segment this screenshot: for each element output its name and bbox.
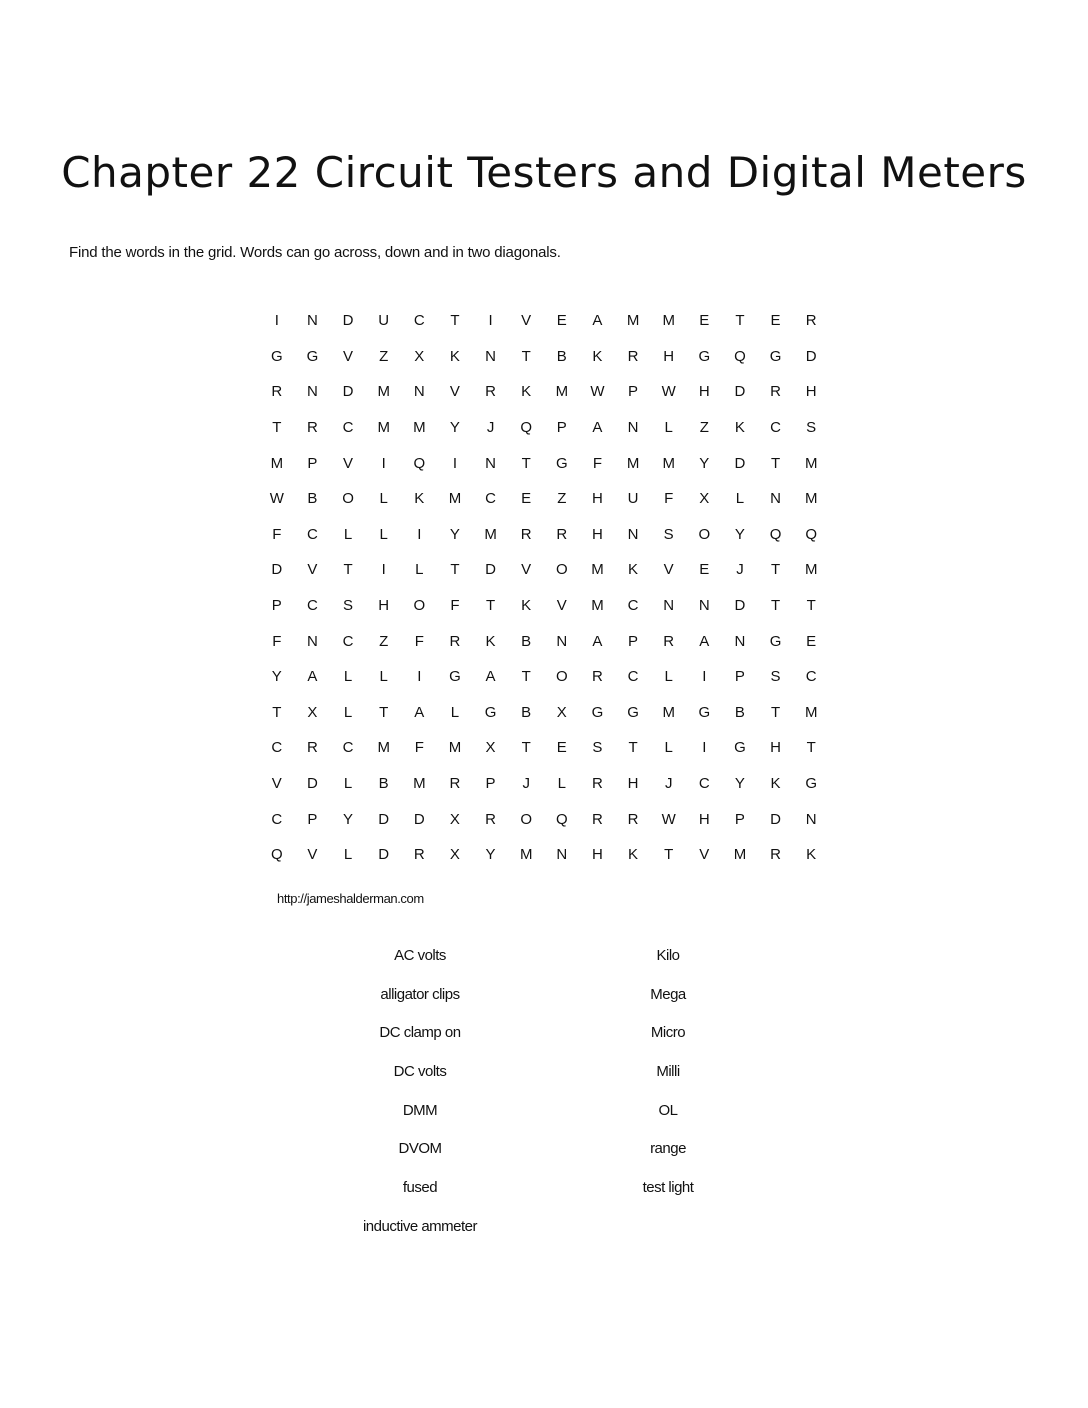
grid-cell: Y [449, 525, 460, 543]
grid-cell: T [628, 739, 638, 757]
grid-cell: R [520, 525, 532, 543]
grid-cell: M [555, 383, 569, 401]
word-list-item: alligator clips [380, 985, 460, 1003]
grid-cell: R [627, 347, 639, 365]
grid-cell: D [734, 597, 746, 615]
grid-cell: O [698, 525, 711, 543]
grid-cell: B [307, 490, 318, 508]
grid-cell: T [450, 312, 460, 330]
page-title: Chapter 22 Circuit Testers and Digital Meters [61, 148, 1027, 197]
grid-cell: J [522, 775, 530, 793]
grid-cell: T [521, 739, 531, 757]
grid-row [259, 517, 829, 553]
grid-cell: G [270, 347, 283, 365]
grid-cell: J [664, 775, 673, 793]
word-list-item: range [650, 1140, 686, 1158]
grid-cell: G [805, 775, 818, 793]
grid-cell: L [379, 490, 388, 508]
grid-cell: V [343, 454, 354, 472]
grid-cell: N [627, 525, 639, 543]
grid-cell: H [592, 490, 603, 508]
grid-row [259, 837, 829, 873]
grid-cell: M [662, 312, 675, 330]
grid-cell: T [664, 846, 674, 864]
grid-cell: N [556, 846, 568, 864]
grid-cell: W [269, 490, 284, 508]
grid-cell: M [804, 561, 818, 579]
word-list-item: Mega [650, 985, 686, 1003]
grid-cell: D [271, 561, 283, 579]
grid-cell: L [450, 703, 460, 721]
grid-cell: C [770, 419, 781, 437]
grid-cell: C [271, 739, 283, 757]
grid-cell: N [307, 632, 318, 650]
word-list-item: test light [642, 1179, 694, 1197]
grid-cell: X [449, 810, 460, 828]
word-list-right [568, 944, 768, 1215]
grid-cell: K [806, 846, 817, 864]
grid-cell: C [698, 775, 710, 793]
grid-cell: Y [343, 810, 354, 828]
grid-cell: E [521, 490, 532, 508]
grid-cell: A [414, 703, 425, 721]
grid-cell: A [592, 419, 603, 437]
grid-cell: M [804, 454, 818, 472]
grid-cell: N [485, 454, 496, 472]
grid-cell: K [485, 632, 496, 650]
grid-cell: X [307, 703, 318, 721]
grid-row [259, 588, 829, 624]
grid-cell: K [449, 347, 460, 365]
grid-cell: X [699, 490, 710, 508]
grid-cell: Q [555, 810, 568, 828]
grid-cell: A [699, 632, 710, 650]
grid-cell: C [627, 597, 639, 615]
grid-row [259, 766, 829, 802]
grid-cell: I [452, 454, 458, 472]
grid-row [259, 374, 829, 410]
grid-row [259, 481, 829, 517]
grid-cell: E [699, 312, 710, 330]
grid-cell: W [590, 383, 605, 401]
grid-cell: K [628, 846, 639, 864]
grid-cell: Q [734, 347, 746, 365]
grid-cell: N [485, 347, 496, 365]
grid-cell: M [484, 525, 497, 543]
word-list-item: DMM [402, 1101, 438, 1119]
grid-cell: N [627, 419, 639, 437]
grid-cell: B [521, 632, 532, 650]
grid-cell: M [377, 419, 390, 437]
grid-row [259, 695, 829, 731]
grid-cell: T [485, 597, 496, 615]
grid-cell: O [413, 597, 426, 615]
grid-cell: G [555, 454, 568, 472]
grid-cell: W [661, 810, 676, 828]
grid-cell: M [377, 383, 390, 401]
grid-row [259, 801, 829, 837]
grid-cell: T [343, 561, 353, 579]
grid-cell: T [735, 312, 745, 330]
grid-cell: S [663, 525, 674, 543]
grid-cell: J [736, 561, 744, 579]
grid-cell: H [663, 347, 675, 365]
grid-cell: T [272, 703, 282, 721]
grid-cell: I [702, 668, 707, 686]
grid-cell: Y [699, 454, 710, 472]
grid-cell: V [663, 561, 674, 579]
grid-cell: T [806, 739, 816, 757]
grid-cell: Y [485, 846, 496, 864]
grid-cell: R [770, 846, 781, 864]
grid-cell: V [699, 846, 710, 864]
grid-cell: U [627, 490, 639, 508]
instructions: Find the words in the grid. Words can go across, down and in two diagonals. [69, 244, 561, 261]
grid-cell: B [521, 703, 532, 721]
grid-cell: M [377, 739, 390, 757]
word-list-item: AC volts [394, 947, 446, 964]
grid-cell: T [770, 597, 781, 615]
grid-cell: C [627, 668, 639, 686]
word-list-item: Kilo [656, 947, 680, 964]
grid-row [259, 659, 829, 695]
grid-cell: H [805, 383, 817, 401]
grid-row [259, 552, 829, 588]
grid-cell: C [307, 525, 318, 543]
grid-cell: H [627, 775, 639, 793]
grid-cell: A [592, 632, 603, 650]
grid-cell: D [770, 810, 781, 828]
grid-cell: R [307, 739, 318, 757]
grid-cell: G [769, 347, 782, 365]
grid-cell: S [806, 419, 817, 437]
grid-cell: P [734, 668, 745, 686]
grid-cell: O [555, 668, 568, 686]
grid-cell: R [307, 419, 318, 437]
grid-cell: L [343, 775, 353, 793]
grid-cell: T [521, 347, 531, 365]
grid-cell: I [381, 561, 386, 579]
grid-cell: M [448, 739, 462, 757]
grid-cell: V [271, 775, 282, 793]
grid-cell: D [413, 810, 425, 828]
grid-cell: T [521, 454, 531, 472]
grid-cell: N [556, 632, 568, 650]
grid-cell: F [592, 454, 603, 472]
grid-cell: G [698, 347, 711, 365]
grid-cell: K [521, 597, 532, 615]
grid-cell: K [770, 775, 781, 793]
grid-row [259, 730, 829, 766]
grid-cell: S [343, 597, 354, 615]
grid-cell: H [592, 846, 603, 864]
grid-cell: Y [734, 525, 745, 543]
grid-cell: L [557, 775, 566, 793]
grid-cell: R [770, 383, 781, 401]
grid-cell: C [413, 312, 425, 330]
grid-cell: N [307, 312, 318, 330]
grid-cell: D [342, 383, 354, 401]
grid-cell: B [734, 703, 745, 721]
grid-cell: M [626, 312, 640, 330]
grid-cell: L [664, 419, 673, 437]
grid-cell: R [485, 383, 496, 401]
grid-cell: R [627, 810, 639, 828]
grid-cell: M [591, 597, 604, 615]
grid-cell: Q [520, 419, 533, 437]
grid-cell: P [556, 419, 567, 437]
grid-cell: F [664, 490, 674, 508]
grid-cell: H [592, 525, 603, 543]
grid-cell: M [270, 454, 284, 472]
grid-cell: I [702, 739, 707, 757]
grid-cell: G [484, 703, 497, 721]
grid-cell: H [698, 810, 710, 828]
grid-cell: C [307, 597, 318, 615]
grid-cell: E [770, 312, 781, 330]
grid-cell: Y [449, 419, 460, 437]
grid-cell: G [306, 347, 319, 365]
grid-cell: P [271, 597, 282, 615]
grid-cell: V [307, 846, 318, 864]
grid-cell: C [342, 739, 354, 757]
grid-cell: X [556, 703, 567, 721]
grid-cell: D [342, 312, 354, 330]
grid-cell: V [556, 597, 567, 615]
grid-cell: T [450, 561, 460, 579]
grid-cell: C [805, 668, 817, 686]
grid-cell: E [806, 632, 817, 650]
grid-cell: K [592, 347, 603, 365]
grid-cell: L [735, 490, 745, 508]
grid-cell: T [770, 703, 781, 721]
grid-cell: N [413, 383, 425, 401]
grid-cell: P [307, 810, 318, 828]
grid-cell: Q [413, 454, 426, 472]
grid-cell: A [592, 312, 603, 330]
grid-cell: R [592, 810, 603, 828]
grid-cell: E [699, 561, 710, 579]
grid-cell: T [770, 454, 781, 472]
source-url: http://jameshalderman.com [277, 891, 424, 906]
grid-cell: K [414, 490, 425, 508]
grid-cell: R [592, 668, 603, 686]
grid-cell: T [770, 561, 781, 579]
grid-cell: G [627, 703, 639, 721]
word-list-item: DVOM [398, 1140, 442, 1158]
grid-cell: L [343, 668, 353, 686]
grid-cell: C [485, 490, 496, 508]
grid-row [259, 410, 829, 446]
grid-cell: V [449, 383, 460, 401]
grid-cell: H [378, 597, 390, 615]
grid-cell: M [519, 846, 533, 864]
word-list-item: Micro [650, 1024, 686, 1042]
grid-cell: L [415, 561, 424, 579]
grid-cell: P [307, 454, 318, 472]
word-list-item: inductive ammeter [362, 1217, 478, 1235]
word-list-item: OL [658, 1101, 678, 1119]
grid-cell: R [413, 846, 425, 864]
grid-cell: M [626, 454, 640, 472]
grid-cell: B [556, 347, 567, 365]
grid-cell: Z [699, 419, 709, 437]
grid-cell: K [628, 561, 639, 579]
grid-cell: L [343, 846, 353, 864]
grid-cell: P [485, 775, 496, 793]
grid-cell: H [770, 739, 781, 757]
grid-cell: R [271, 383, 283, 401]
grid-cell: A [485, 668, 496, 686]
grid-cell: M [591, 561, 604, 579]
grid-cell: P [628, 632, 639, 650]
grid-cell: T [379, 703, 389, 721]
grid-cell: P [628, 383, 639, 401]
grid-cell: L [343, 703, 353, 721]
grid-cell: H [698, 383, 710, 401]
grid-cell: P [734, 810, 745, 828]
word-list-item: Milli [656, 1063, 680, 1081]
grid-cell: I [274, 312, 279, 330]
grid-cell: M [804, 490, 818, 508]
grid-cell: K [521, 383, 532, 401]
grid-cell: V [307, 561, 318, 579]
grid-cell: S [770, 668, 781, 686]
grid-cell: Z [379, 632, 389, 650]
grid-cell: M [662, 703, 675, 721]
grid-cell: O [520, 810, 533, 828]
grid-cell: X [485, 739, 496, 757]
grid-cell: A [307, 668, 318, 686]
grid-cell: G [769, 632, 782, 650]
grid-cell: U [378, 312, 390, 330]
grid-cell: M [413, 419, 426, 437]
word-list-item: DC clamp on [379, 1024, 461, 1042]
grid-cell: C [342, 632, 354, 650]
grid-cell: N [698, 597, 710, 615]
word-list-left [320, 944, 520, 1254]
grid-cell: G [734, 739, 746, 757]
grid-cell: F [272, 632, 282, 650]
grid-cell: D [734, 383, 746, 401]
grid-cell: D [805, 347, 817, 365]
grid-cell: Z [379, 347, 389, 365]
grid-cell: G [698, 703, 711, 721]
grid-cell: Q [805, 525, 818, 543]
grid-cell: T [806, 597, 816, 615]
letter-grid [259, 303, 829, 873]
grid-cell: D [485, 561, 496, 579]
grid-cell: I [417, 525, 422, 543]
grid-cell: L [379, 668, 388, 686]
grid-cell: X [414, 347, 425, 365]
grid-cell: Y [734, 775, 745, 793]
grid-cell: I [381, 454, 386, 472]
grid-cell: W [661, 383, 676, 401]
grid-cell: M [662, 454, 675, 472]
grid-cell: N [663, 597, 675, 615]
grid-cell: Y [271, 668, 282, 686]
grid-cell: R [663, 632, 675, 650]
grid-cell: J [486, 419, 495, 437]
grid-cell: X [449, 846, 460, 864]
grid-cell: R [805, 312, 817, 330]
grid-cell: E [556, 739, 567, 757]
grid-cell: D [378, 846, 390, 864]
grid-cell: Q [769, 525, 782, 543]
grid-cell: R [485, 810, 496, 828]
word-list-item: DC volts [393, 1063, 447, 1081]
grid-cell: V [343, 347, 354, 365]
grid-cell: V [521, 312, 532, 330]
grid-cell: O [555, 561, 568, 579]
grid-cell: M [413, 775, 426, 793]
grid-cell: N [734, 632, 746, 650]
grid-cell: O [342, 490, 354, 508]
grid-cell: D [378, 810, 390, 828]
grid-cell: M [804, 703, 818, 721]
word-list-item: fused [402, 1179, 438, 1197]
grid-cell: I [488, 312, 493, 330]
grid-cell: R [449, 632, 461, 650]
grid-cell: T [521, 668, 531, 686]
grid-cell: R [556, 525, 568, 543]
grid-cell: K [734, 419, 745, 437]
grid-cell: L [379, 525, 388, 543]
grid-cell: L [343, 525, 353, 543]
grid-cell: R [592, 775, 603, 793]
grid-cell: N [307, 383, 318, 401]
grid-cell: V [521, 561, 532, 579]
grid-cell: L [664, 668, 673, 686]
grid-cell: D [734, 454, 746, 472]
grid-cell: Q [270, 846, 283, 864]
grid-cell: M [733, 846, 747, 864]
grid-cell: I [417, 668, 422, 686]
grid-cell: F [414, 632, 424, 650]
grid-cell: D [307, 775, 318, 793]
grid-cell: E [556, 312, 567, 330]
grid-cell: Z [557, 490, 567, 508]
grid-cell: F [414, 739, 424, 757]
grid-cell: F [450, 597, 460, 615]
grid-row [259, 445, 829, 481]
grid-cell: F [272, 525, 282, 543]
grid-cell: M [448, 490, 462, 508]
grid-cell: C [271, 810, 283, 828]
grid-cell: N [770, 490, 781, 508]
grid-cell: G [449, 668, 461, 686]
grid-cell: N [805, 810, 817, 828]
grid-row [259, 623, 829, 659]
grid-cell: S [592, 739, 603, 757]
grid-cell: L [664, 739, 673, 757]
grid-cell: B [378, 775, 389, 793]
grid-cell: C [342, 419, 354, 437]
grid-row [259, 303, 829, 339]
grid-cell: T [272, 419, 282, 437]
grid-row [259, 339, 829, 375]
grid-cell: R [449, 775, 461, 793]
grid-cell: G [591, 703, 604, 721]
